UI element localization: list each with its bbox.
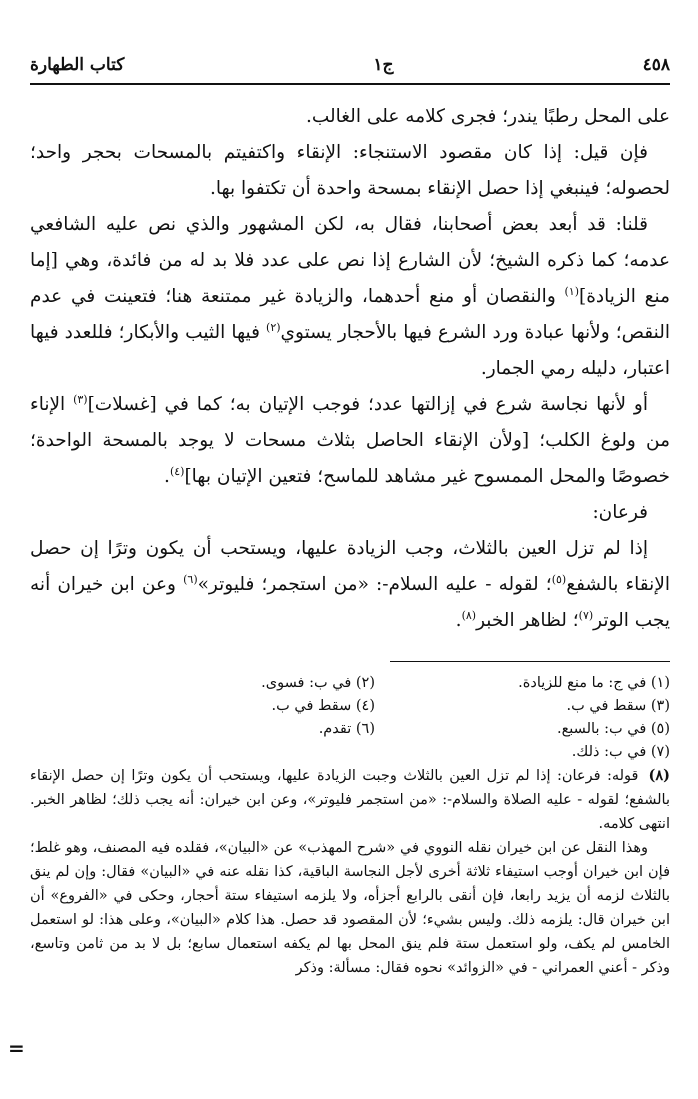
paragraph: إذا لم تزل العين بالثلاث، وجب الزيادة عليها، ويستحب أن يكون وترًا إن حصل الإنقاء بالشفع$^{(٥)}$؛ لقوله - عليه السلام-: «من استجمر؛ فليوتر»$^{(٦)}$ وعن ابن خيران أنه يجب الوتر$^{(٧)}$؛ لظاهر الخبر$^{(٨)}$. — [30, 538, 671, 631]
book-title: كتاب الطهارة — [30, 55, 125, 75]
volume-label: ج١ — [373, 55, 394, 75]
footnote-separator — [390, 661, 670, 662]
header-rule — [30, 83, 670, 85]
footnote-ref[interactable]: (٧) — [578, 608, 594, 622]
paragraph: فإن قيل: إذا كان مقصود الاستنجاء: الإنقاء واكتفيتم بالمسحات بحجر واحد؛ لحصوله؛ فينبغي إذا حصل الإنقاء بمسحة واحدة أن تكتفوا بها. — [30, 142, 670, 199]
running-header — [30, 55, 670, 81]
footnote: (٣) سقط في ب. — [566, 698, 670, 714]
footnote: (٢) في ب: فسوى. — [261, 675, 375, 691]
book-page — [30, 55, 670, 980]
footnote-ref[interactable]: (٥) — [551, 572, 567, 586]
footnote-continuation: وهذا النقل عن ابن خيران نقله النووي في «شرح المهذب» عن «البيان»، فقلده فيه المصنف، وهو غلط؛ فإن ابن خيران أوجب استيفاء ثلاثة أخرى لأجل النجاسة الباقية، كذا نقله عنه في «البيان» فقال: وإن لم ينق بالثلاث لزمه أن يزيد رابعا، فإن أنقى بالرابع أجزأه، ولا يلزمه استيفاء ستة أحجار، وحكى في «الفروع» أن ابن خيران قال: يلزمه ذلك. وليس بشيء؛ لأن المقصود قد حصل. هذا كلام «البيان»، وعلى هذا: لو استعمل الخامس لم يكف، ولو استعمل ستة فلم ينق المحل بها لم يكفه استعمال سابع؛ بل لا بد من ثامن وتاسع، وذكر - أعني العمراني - في «الزوائد» نحوه فقال: مسألة: وذكر — [30, 840, 670, 976]
footnote-ref[interactable]: (٦) — [183, 572, 198, 586]
paragraph: على المحل رطبًا يندر؛ فجرى كلامه على الغالب. — [305, 106, 670, 127]
footnote: (٧) في ب: ذلك. — [571, 744, 670, 760]
footnote-list — [110, 672, 670, 764]
footnote: (٨)قوله: فرعان: إذا لم تزل العين بالثلاث وجبت الزيادة عليها، ويستحب أن يكون وترًا إن حصل الإنقاء بالشفع؛ لقوله - عليه الصلاة والسلام-: «من استجمر فليوتر»، وعن ابن خيران: أنه يجب ذلك؛ لظاهر الخبر. انتهى كلامه. — [30, 767, 670, 832]
footnote-ref[interactable]: (١) — [564, 284, 580, 298]
footnote: (١) في ج: ما منع للزيادة. — [518, 675, 670, 691]
paragraph: قلنا: قد أبعد بعض أصحابنا، فقال به، لكن المشهور والذي نص عليه الشافعي عدمه؛ كما ذكره الشيخ؛ لأن الشارع إذا نص على عدد فلا بد له من فائدة، وهي [إما منع الزيادة]$^{(١)}$ والنقصان أو منع أحدهما، والزيادة غير ممتنعة هنا؛ فتعينت في عدم النقص؛ ولأنها عبادة ورد الشرع فيها بالأحجار يستوي$^{(٢)}$ فيها الثيب والأبكار؛ فللعدد فيها اعتبار، دليله رمي الجمار. — [30, 214, 671, 379]
main-text — [30, 99, 670, 639]
footnote: (٦) تقدم. — [318, 721, 375, 737]
section-label: فرعان: — [592, 502, 648, 523]
continuation-mark: = — [8, 1036, 25, 1060]
paragraph: أو لأنها نجاسة شرع في إزالتها عدد؛ فوجب الإتيان به؛ كما في [غسلات]$^{(٣)}$ الإناء من ولوغ الكلب؛ [ولأن الإنقاء الحاصل بثلاث مسحات لا يوجد بالمسحة الواحدة؛ خصوصًا والمحل الممسوح غير مشاهد للماسح؛ فتعين الإتيان بها]$^{(٤)}$. — [30, 392, 670, 487]
footnote-ref[interactable]: (٢) — [266, 320, 281, 334]
footnote-ref[interactable]: (٤) — [169, 464, 185, 478]
page-number: ٤٥٨ — [642, 55, 670, 75]
footnote: (٤) سقط في ب. — [271, 698, 375, 714]
footnote-long — [30, 764, 670, 980]
footnote-number: (٨) — [648, 767, 670, 784]
footnote-ref[interactable]: (٣) — [73, 392, 88, 406]
footnote: (٥) في ب: بالسبع. — [556, 721, 670, 737]
footnote-ref[interactable]: (٨) — [461, 608, 477, 622]
